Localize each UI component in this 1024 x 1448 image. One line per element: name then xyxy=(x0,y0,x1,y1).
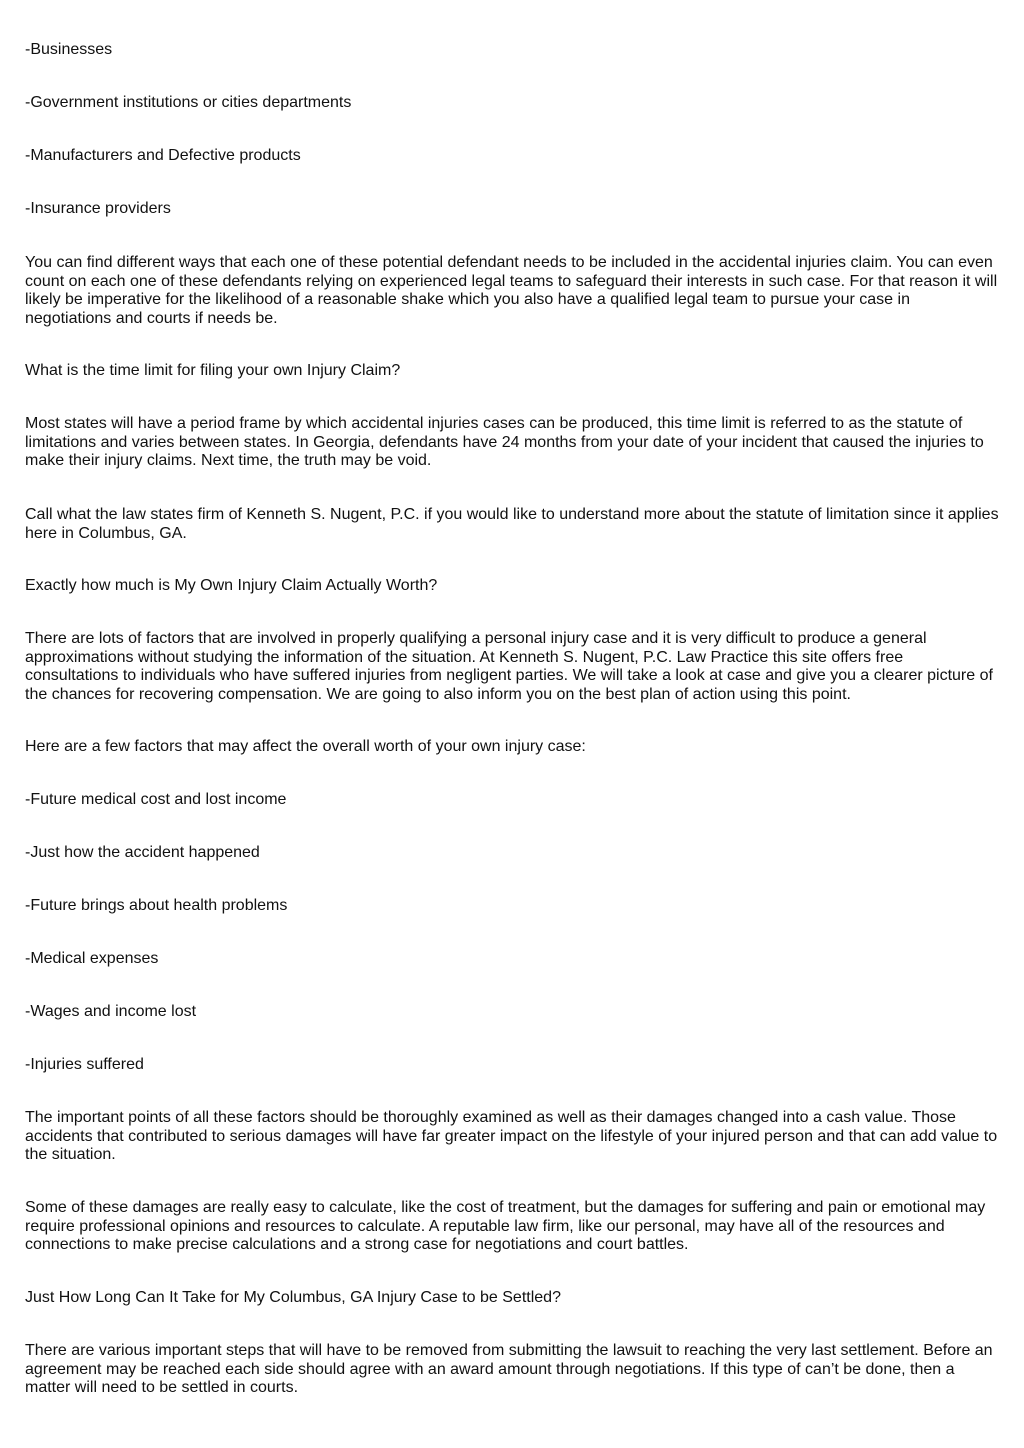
list-item-injuries: -Injuries suffered xyxy=(25,1056,144,1073)
list-item-manufacturers: -Manufacturers and Defective products xyxy=(25,147,301,164)
paragraph-steps: There are various important steps that will have to be removed from submitting the lawsuit to reaching the very last settlement. Before an agreement may be reached each side should agree with an award amount through negotiations. If this type of can’t be done, then a matter will need to be settled in courts. xyxy=(25,1342,993,1397)
paragraph-call-firm: Call what the law states firm of Kenneth S. Nugent, P.C. if you would like to understand more about the statute of limitation since it applies here in Columbus, GA. xyxy=(25,506,999,542)
paragraph-important-points: The important points of all these factors should be thoroughly examined as well as their damages changed into a cash value. Those accidents that contributed to serious damages will have far greater impact on the lifestyle of your injured person and that can add value to the situation. xyxy=(25,1109,998,1164)
list-item-insurance: -Insurance providers xyxy=(25,200,171,217)
list-item-future-medical: -Future medical cost and lost income xyxy=(25,791,287,808)
heading-time-limit: What is the time limit for filing your own Injury Claim? xyxy=(25,362,401,379)
list-item-health: -Future brings about health problems xyxy=(25,897,288,914)
paragraph-statute: Most states will have a period frame by which accidental injuries cases can be produced, this time limit is referred to as the statute of limitations and varies between states. In Georgia, defendants have 24 months from your date of your incident that caused the injuries to make their injury claims. Next time, the truth may be void. xyxy=(25,415,984,470)
paragraph-defendants: You can find different ways that each one of these potential defendant needs to be included in the accidental injuries claim. You can even count on each one of these defendants relying on experienced legal teams to safeguard their interests in such case. For that reason it will likely be imperative for the likelihood of a reasonable shake which you also have a qualified legal team to pursue your case in negotiations and courts if needs be. xyxy=(25,254,998,328)
list-item-government: -Government institutions or cities departments xyxy=(25,94,352,111)
paragraph-factors-intro: Here are a few factors that may affect the overall worth of your own injury case: xyxy=(25,738,586,755)
list-item-wages: -Wages and income lost xyxy=(25,1003,197,1020)
list-item-accident: -Just how the accident happened xyxy=(25,844,260,861)
list-item-medical-expenses: -Medical expenses xyxy=(25,950,159,967)
paragraph-damages: Some of these damages are really easy to calculate, like the cost of treatment, but the damages for suffering and pain or emotional may require professional opinions and resources to calculate. A reputable law firm, like our personal, may have all of the resources and connections to make precise calculations and a strong case for negotiations and court battles. xyxy=(25,1199,986,1254)
heading-how-long: Just How Long Can It Take for My Columbus, GA Injury Case to be Settled? xyxy=(25,1289,561,1306)
heading-claim-worth: Exactly how much is My Own Injury Claim Actually Worth? xyxy=(25,577,438,594)
list-item-businesses: -Businesses xyxy=(25,41,113,58)
paragraph-factors: There are lots of factors that are involved in properly qualifying a personal injury case and it is very difficult to produce a general approximations without studying the information of the situation. At Kenneth S. Nugent, P.C. Law Practice this site offers free consultations to individuals who have suffered injuries from negligent parties. We will take a look at case and give you a clearer picture of the chances for recovering compensation. We are going to also inform you on the best plan of action using this point. xyxy=(25,630,993,704)
